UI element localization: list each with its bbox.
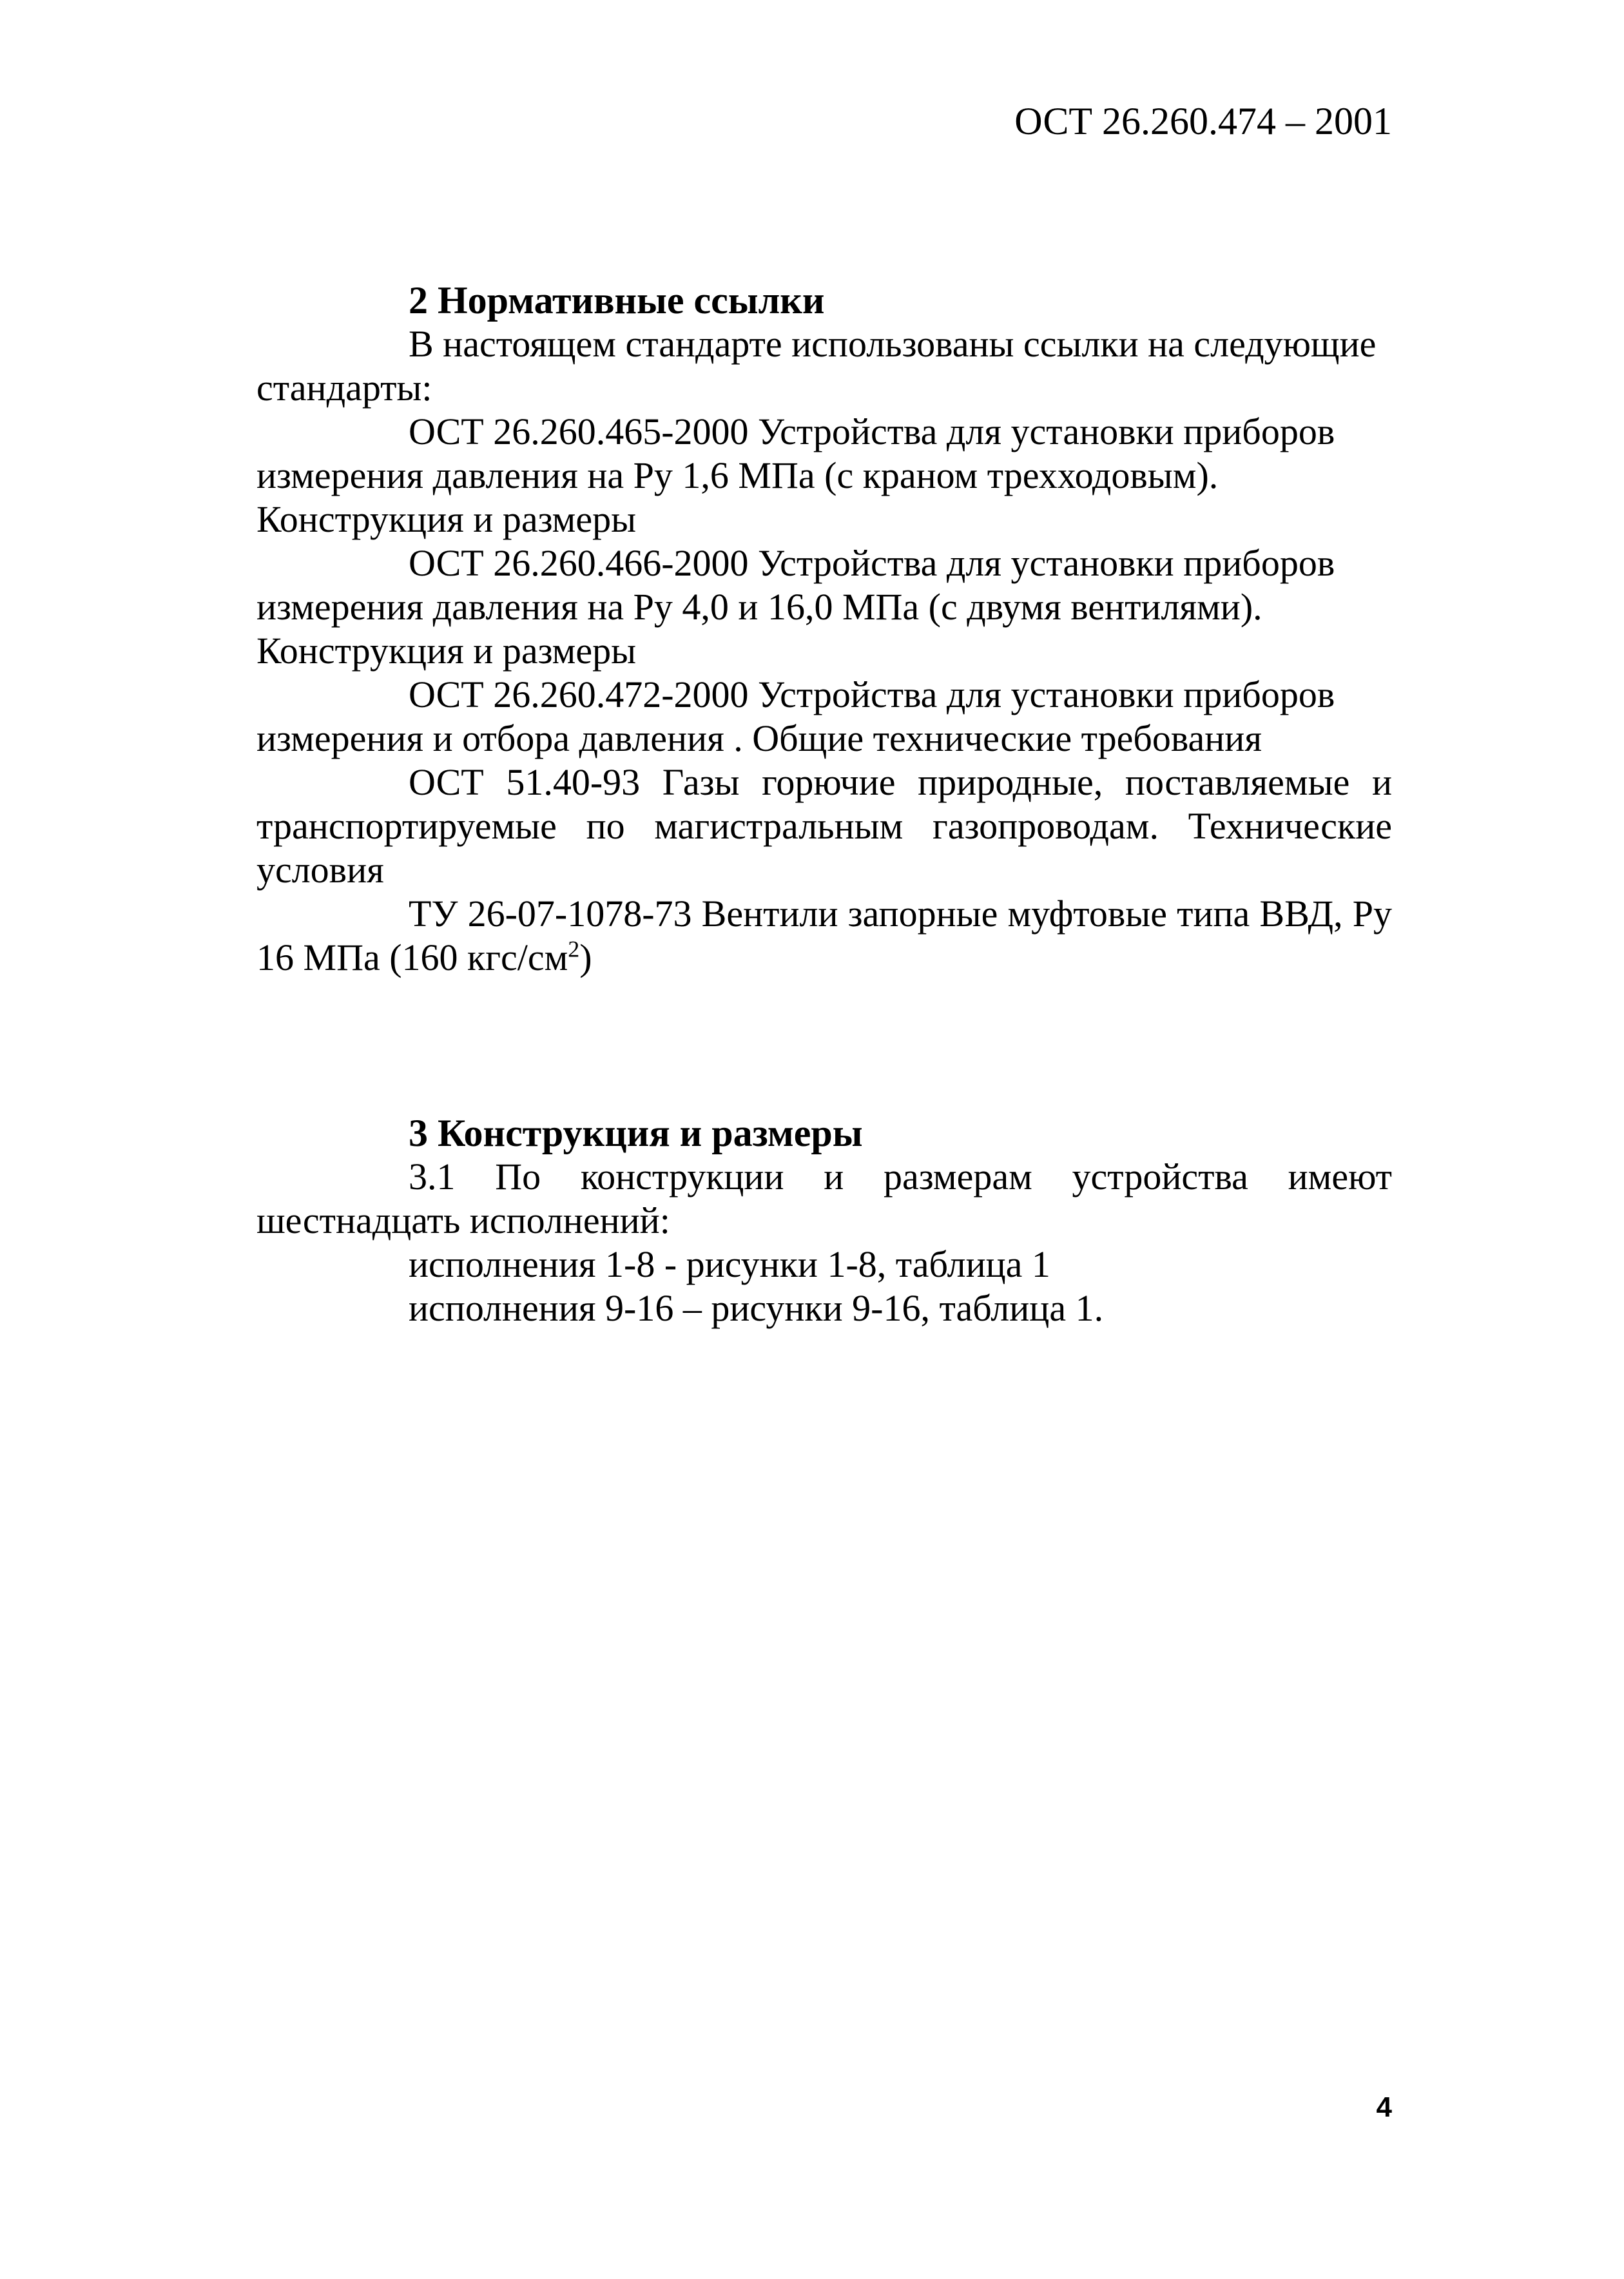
reference-tail: ): [579, 936, 592, 978]
page-number: 4: [1376, 2091, 1392, 2123]
section-2-heading: 2 Нормативные ссылки: [409, 279, 825, 322]
section-3-paragraph: 3.1 По конструкции и размерам устройства имеют шестнадцать исполнений:: [256, 1156, 1392, 1241]
reference-item: ОСТ 51.40-93 Газы горючие природные, поставляемые и транспортируемые по магистральным газопроводам. Технические условия: [256, 761, 1392, 891]
reference-item: ОСТ 26.260.465-2000 Устройства для установки приборов измерения давления на Ру 1,6 МПа (с краном трехходовым). Конструкция и размеры: [256, 411, 1335, 540]
reference-item-tu: [256, 892, 1392, 980]
reference-item: ОСТ 26.260.466-2000 Устройства для установки приборов измерения давления на Ру 4,0 и 16,0 МПа (с двумя вентилями). Конструкция и размеры: [256, 542, 1335, 672]
superscript: 2: [568, 936, 580, 962]
execution-line: исполнения 1-8 - рисунки 1-8, таблица 1: [409, 1243, 1050, 1285]
reference-item: ОСТ 26.260.472-2000 Устройства для установки приборов измерения и отбора давления . Общие технические требования: [256, 674, 1335, 759]
page-content: [256, 278, 1392, 1330]
section-3-heading: 3 Конструкция и размеры: [409, 1112, 863, 1154]
section-2-intro: В настоящем стандарте использованы ссылки на следующие стандарты:: [256, 323, 1377, 409]
execution-line: исполнения 9-16 – рисунки 9-16, таблица 1.: [409, 1287, 1104, 1329]
section-spacer: [256, 980, 1392, 1111]
document-code: ОСТ 26.260.474 – 2001: [1014, 100, 1392, 142]
reference-text: ТУ 26-07-1078-73 Вентили запорные муфтовые типа ВВД, Ру 16 МПа (160 кгс/см: [256, 893, 1392, 978]
